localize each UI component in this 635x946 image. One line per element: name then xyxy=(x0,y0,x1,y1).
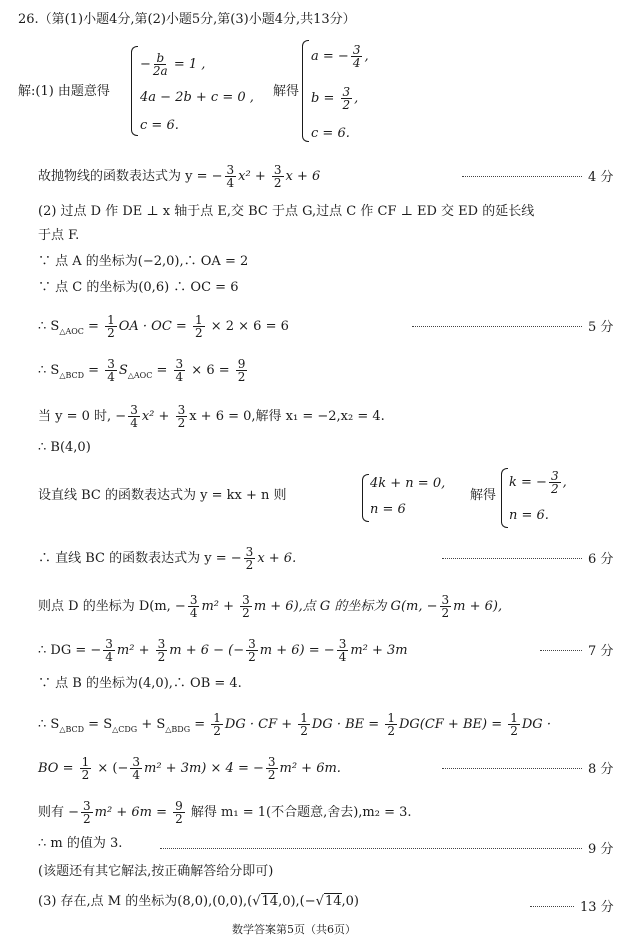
score-leader xyxy=(160,848,582,849)
score-label: 4 分 xyxy=(588,170,614,185)
step-area-split: ∴ $S_{\triangle BCD} = S_{\triangle CDG} + S_{\triangle BDG}$ = $\frac{1}{2}$ DG · CF + $\frac{1}{2}$ DG · BE = $\frac{1}{2}$ DG(CF + BE) = $\frac{1}{2}$ DG · xyxy=(38,711,551,738)
system-brace-1 xyxy=(131,46,138,136)
score-leader xyxy=(540,650,582,651)
step-area-aoc: ∴ $S_{\triangle AOC}$ = $\frac{1}{2}$ OA · OC = $\frac{1}{2}$ × 2 × 6 = 6 xyxy=(38,313,289,340)
score-label: 9 分 xyxy=(588,842,614,857)
step-m-value: ∴ m 的值为 3. xyxy=(38,836,123,851)
step-area-bcd: ∴ $S_{\triangle BCD}$ = $\frac{3}{4}$ $S_{\triangle AOC}$ = $\frac{3}{4}$ × 6 = $\frac{9}{2}$ xyxy=(38,357,246,384)
score-leader xyxy=(442,768,582,769)
score-label: 8 分 xyxy=(588,762,614,777)
parabola-expression: 故抛物线的函数表达式为 y = − $\frac{3}{4}$ x² + $\frac{3}{2}$ x + 6 xyxy=(38,163,321,190)
step-ob: ∵ 点 B 的坐标为(4,0),∴ OB = 4. xyxy=(38,676,242,691)
score-label: 6 分 xyxy=(588,552,614,567)
system-brace-3 xyxy=(362,474,369,522)
step-point-c: ∵ 点 C 的坐标为(0,6) ∴ OC = 6 xyxy=(38,280,239,295)
alt-solution-note: (该题还有其它解法,按正确解答给分即可) xyxy=(38,864,274,879)
part3-answer: (3) 存在,点 M 的坐标为(8,0),(0,0),(√14,0),(−√14,0) xyxy=(38,894,359,909)
question-header: 26.（第(1)小题4分,第(2)小题5分,第(3)小题4分,共13分） xyxy=(18,12,356,27)
step-coords-dg: 则点 D 的坐标为 D(m, − $\frac{3}{4}$ m² + $\frac{3}{2}$ m + 6),点 G 的坐标为 G(m, − $\frac{3}{2}$ m + 6), xyxy=(38,593,503,620)
part1-intro: 解:(1) 由题意得 xyxy=(18,84,110,99)
step-line-bc-setup: 设直线 BC 的函数表达式为 y = kx + n 则 xyxy=(38,488,287,503)
step-point-a: ∵ 点 A 的坐标为(−2,0),∴ OA = 2 xyxy=(38,254,249,269)
score-label: 5 分 xyxy=(588,320,614,335)
step-equation-m: 则有 − $\frac{3}{2}$ m² + 6m = $\frac{9}{2}$ 解得 m₁ = 1(不合题意,舍去),m₂ = 3. xyxy=(38,799,412,826)
solve-label-1: 解得 xyxy=(273,84,300,99)
step-roots: 当 y = 0 时, − $\frac{3}{4}$ x² + $\frac{3}{2}$ x + 6 = 0,解得 x₁ = −2,x₂ = 4. xyxy=(38,403,385,430)
step-line-bc-result: ∴ 直线 BC 的函数表达式为 y = − $\frac{3}{2}$ x + 6. xyxy=(38,545,297,572)
score-label: 7 分 xyxy=(588,644,614,659)
step-point-b: ∴ B(4,0) xyxy=(38,440,91,455)
score-leader xyxy=(442,558,582,559)
solve-label-3: 解得 xyxy=(470,488,497,503)
system-brace-2 xyxy=(302,40,309,142)
score-leader xyxy=(412,326,582,327)
page-footer: 数学答案第5页（共6页） xyxy=(232,923,356,936)
score-label: 13 分 xyxy=(580,900,614,915)
score-leader xyxy=(462,176,582,177)
part2-intro-line1: (2) 过点 D 作 DE ⊥ x 轴于点 E,交 BC 于点 G,过点 C 作 CF ⊥ ED 交 ED 的延长线 xyxy=(38,204,535,219)
part2-intro-line2: 于点 F. xyxy=(38,228,80,243)
system-brace-4 xyxy=(501,468,508,528)
step-dg-length: ∴ DG = − $\frac{3}{4}$ m² + $\frac{3}{2}$ m + 6 − (− $\frac{3}{2}$ m + 6) = − $\frac{3}{4}$ m² + 3m xyxy=(38,637,408,664)
step-area-result: BO = $\frac{1}{2}$ × (− $\frac{3}{4}$ m² + 3m) × 4 = − $\frac{3}{2}$ m² + 6m. xyxy=(38,755,341,782)
score-leader xyxy=(530,906,574,907)
